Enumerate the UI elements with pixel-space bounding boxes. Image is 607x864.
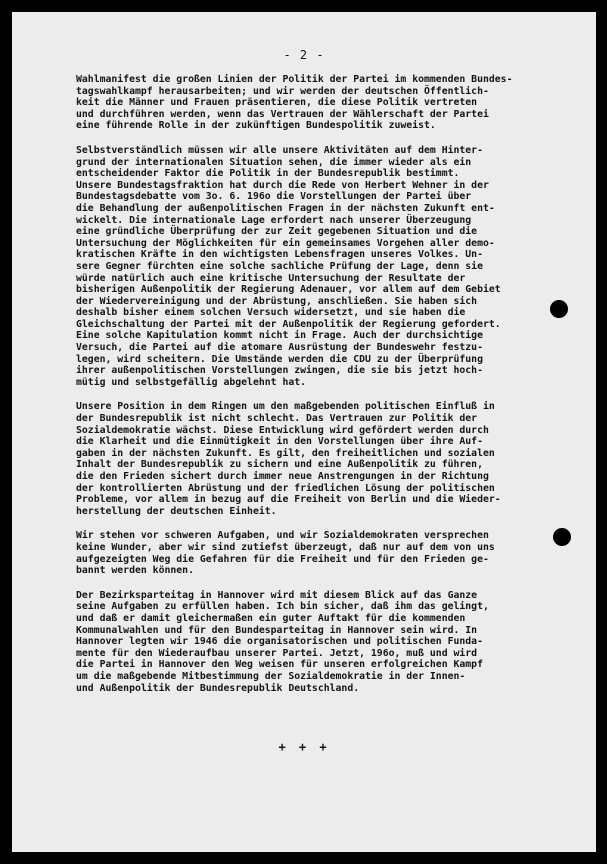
text-line: Probleme, vor allem in bezug auf die Freiheit von Berlin und die Wieder- [76,494,501,506]
text-line: deshalb bisher einem solchen Versuch widersetzt, und sie haben die [76,307,466,319]
text-line: mente für den Wiederaufbau unserer Partei. Jetzt, 196o, muß und wird [76,647,478,659]
text-line: Unsere Position in dem Ringen um den maßgebenden politischen Einfluß in [76,401,495,413]
text-line: mütig und selbstgefällig abgelehnt hat. [76,376,307,388]
paragraph [76,530,596,576]
text-line: Unsere Bundestagsfraktion hat durch die Rede von Herbert Wehner in der [76,179,489,191]
text-line: Sozialdemokratie wächst. Diese Entwicklung wird gefördert werden durch [76,424,489,436]
text-line: Wahlmanifest die großen Linien der Politik der Partei im kommenden Bundes- [76,74,513,85]
text-line: Bundestagsdebatte vom 3o. 6. 196o die Vorstellungen der Partei über [76,191,472,203]
text-line: Selbstverständlich müssen wir alle unsere Aktivitäten auf dem Hinter- [76,144,483,156]
text-line: Gleichschaltung der Partei mit der Außenpolitik der Regierung gefordert. [76,318,501,330]
text-line: keine Wunder, aber wir sind zutiefst überzeugt, daß nur auf dem von uns [76,541,495,553]
text-line: tagswahlkampf herausarbeiten; und wir werden der deutschen Öffentlich- [76,85,489,97]
paragraph [76,74,596,132]
text-line: Hannover legten wir 1946 die organisatorischen und politischen Funda- [76,636,483,648]
punch-hole [550,300,568,318]
text-line: Inhalt der Bundesrepublik zu sichern und eine Außenpolitik zu führen, [76,459,483,471]
text-line: der Wiedervereinigung und der Abrüstung, anschließen. Sie haben sich [76,295,478,307]
text-line: aufgezeigten Weg die Gefahren für die Freiheit und für den Frieden ge- [76,553,489,565]
text-line: legen, wird scheitern. Die Umstände werden die CDU zu der Überprüfung [76,353,483,365]
text-line: Eine solche Kapitulation kommt nicht in Frage. Auch der durchsichtige [76,330,483,342]
text-line: und daß er damit gleichermaßen ein guter Auftakt für die kommenden [76,612,466,624]
typewritten-page [12,12,596,852]
punch-hole [553,528,571,546]
text-line: Untersuchung der Möglichkeiten für ein gemeinsames Vorgehen aller demo- [76,237,495,249]
text-line: die den Frieden sichert durch immer neue Anstrengungen in der Richtung [76,471,489,482]
paragraph [76,590,596,694]
text-line: die Behandlung der außenpolitischen Fragen in der nächsten Zukunft ent- [76,202,495,214]
text-line: grund der internationalen Situation sehen, die immer wieder als ein [76,156,472,168]
text-line: Kommunalwahlen und für den Bundesparteitag in Hannover sein wird. In [76,624,478,636]
text-line: gaben in der nächsten Zukunft. Es gilt, den freiheitlichen und sozialen [76,447,495,459]
text-line: sere Gegner fürchten eine solche sachliche Prüfung der Lage, denn sie [76,260,483,272]
letter-body [76,74,596,707]
text-line: entscheidender Faktor die Politik in der Bundesrepublik bestimmt. [76,168,460,180]
text-line: ihrer außenpolitischen Vorstellungen zwingen, die sie bis jetzt hoch- [76,365,483,377]
text-line: Der Bezirksparteitag in Hannover wird mit diesem Blick auf das Ganze [76,589,478,601]
text-line: eine gründliche Überprüfung der zur Zeit gegebenen Situation und die [76,226,478,238]
page-number: - 2 - [283,48,325,62]
text-line: herstellung der deutschen Einheit. [76,505,277,517]
text-line: keit die Männer und Frauen präsentieren, die diese Politik vertreten [76,97,478,109]
text-line: wickelt. Die internationale Lage erfordert nach unserer Überzeugung [76,214,472,226]
text-line: der Bundesrepublik ist nicht schlecht. Das Vertrauen zur Politik der [76,413,478,425]
text-line: kratischen Kräfte in den wichtigsten Lebensfragen unseres Volkes. Un- [76,249,483,261]
text-line: und durchführen werden, wenn das Vertrauen der Wählerschaft der Partei [76,108,489,120]
text-line: der kontrollierten Abrüstung und der friedlichen Lösung der politischen [76,482,495,494]
text-line: seine Aufgaben zu erfüllen haben. Ich bin sicher, daß ihm das gelingt, [76,601,489,613]
paragraph [76,401,596,517]
closing-marks: + + + [278,740,330,754]
paragraph [76,145,596,388]
text-line: eine führende Rolle in der zukünftigen Bundespolitik zuweist. [76,120,436,132]
text-line: die Klarheit und die Einmütigkeit in den Vorstellungen über ihre Auf- [76,436,483,448]
text-line: würde natürlich auch eine kritische Untersuchung der Resultate der [76,272,466,284]
text-line: um die maßgebende Mitbestimmung der Sozialdemokratie in der Innen- [76,670,466,682]
text-line: die Partei in Hannover den Weg weisen für unseren erfolgreichen Kampf [76,659,483,671]
text-line: Wir stehen vor schweren Aufgaben, und wir Sozialdemokraten versprechen [76,530,489,542]
text-line: Versuch, die Partei auf die atomare Ausrüstung der Bundeswehr festzu- [76,342,483,354]
text-line: bisherigen Außenpolitik der Regierung Adenauer, vor allem auf dem Gebiet [76,284,501,296]
text-line: und Außenpolitik der Bundesrepublik Deutschland. [76,682,360,694]
text-line: bannt werden können. [76,565,194,577]
